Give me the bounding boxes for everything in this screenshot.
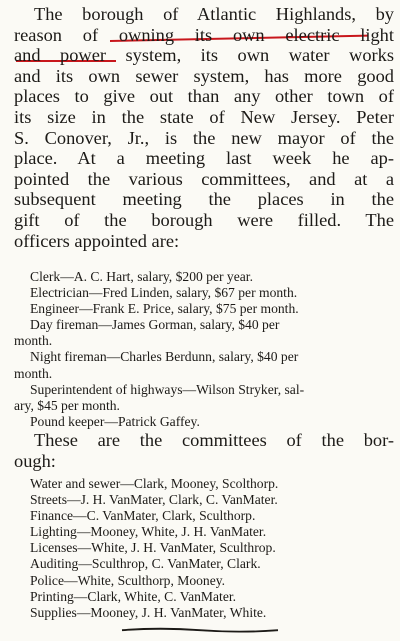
committees-intro: [14, 430, 394, 471]
officer-entry-continuation: month.: [14, 365, 53, 381]
committee-entry: Police—White, Sculthorp, Mooney.: [30, 572, 226, 588]
intro-line: and its own sewer system, has more good: [14, 65, 394, 86]
officer-entry: Engineer—Frank E. Price, salary, $75 per month.: [30, 301, 299, 317]
intro-line: gift of the borough were filled. The: [14, 209, 394, 230]
officer-entry-continuation: ary, $45 per month.: [14, 397, 120, 413]
committees-list: [30, 476, 390, 621]
officer-entry: Pound keeper—Patrick Gaffey.: [30, 413, 200, 429]
intro-line: places to give out than any other town of: [14, 86, 394, 107]
ornamental-rule: [120, 626, 280, 634]
officer-entry: Superintendent of highways—Wilson Stryker, sal-: [30, 381, 305, 397]
committee-entry: Printing—Clark, White, C. VanMater.: [30, 588, 237, 604]
committee-entry: Auditing—Sculthrop, C. VanMater, Clark.: [30, 556, 261, 572]
intro-line: S. Conover, Jr., is the new mayor of the: [14, 127, 394, 148]
intro-line: pointed the various committees, and at a: [14, 168, 394, 189]
intro-line: its size in the state of New Jersey. Peter: [14, 106, 394, 127]
intro-line: and power system, its own water works: [14, 45, 394, 66]
intro-line: officers appointed are:: [14, 230, 180, 251]
officer-entry: Day fireman—James Gorman, salary, $40 per: [30, 317, 280, 333]
intro-line: reason of owning its own electric light: [14, 24, 394, 45]
intro-line: subsequent meeting the places in the: [14, 189, 394, 210]
committee-entry: Lighting—Mooney, White, J. H. VanMater.: [30, 524, 267, 540]
committee-entry: Finance—C. VanMater, Clark, Sculthorp.: [30, 508, 256, 524]
committee-entry: Licenses—White, J. H. VanMater, Sculthrop.: [30, 540, 276, 556]
committee-entry: Water and sewer—Clark, Mooney, Scolthorp.: [30, 476, 279, 491]
officer-entry: Clerk—A. C. Hart, salary, $200 per year.: [30, 269, 253, 284]
committee-entry: Supplies—Mooney, J. H. VanMater, White.: [30, 604, 267, 620]
officers-list: [14, 269, 390, 430]
committees-intro-line: ough:: [14, 450, 56, 471]
intro-paragraph: [14, 4, 394, 251]
officer-entry-continuation: month.: [14, 333, 53, 349]
intro-line: The borough of Atlantic Highlands, by: [34, 4, 394, 24]
officer-entry: Night fireman—Charles Berdunn, salary, $40 per: [30, 349, 299, 365]
committee-entry: Streets—J. H. VanMater, Clark, C. VanMater.: [30, 492, 278, 508]
committees-intro-line: These are the committees of the bor-: [34, 430, 394, 450]
officer-entry: Electrician—Fred Linden, salary, $67 per month.: [30, 285, 298, 301]
intro-line: place. At a meeting last week he ap-: [14, 148, 394, 169]
